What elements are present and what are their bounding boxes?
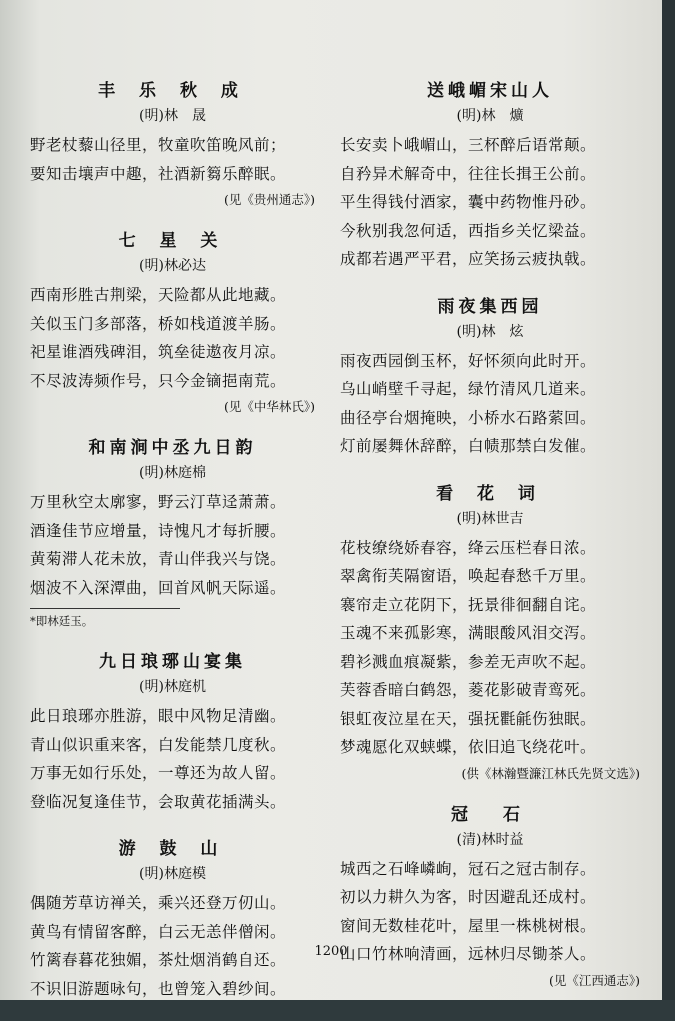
poem-line: 雨夜西园倒玉杯，好怀须向此时开。	[340, 351, 597, 370]
poem-line: 初以力耕久为客，时因避乱还成村。	[340, 888, 597, 906]
poem-line: 野老杖藜山径里，牧童吹笛晚风前；	[30, 136, 287, 154]
poem	[30, 76, 315, 208]
poem-line: 竹篱春暮花独媚，茶灶烟消鹤自还。	[30, 951, 287, 969]
poem-line: 今秋别我忽何适，西指乡关忆梁益。	[340, 221, 597, 240]
poem	[340, 292, 640, 461]
poem-line: 西南形胜古荆梁，天险都从此地藏。	[30, 286, 287, 304]
poem-line: 酒逢佳节应增量，诗愧凡才每折腰。	[30, 521, 287, 540]
poem-line: 褰帘走立花阴下，抚景徘徊翻自诧。	[340, 595, 597, 614]
poem-line: 碧衫溅血痕凝紫，参差无声吹不起。	[340, 652, 597, 671]
poem-line: 灯前屡舞休辞醉，白帻那禁白发催。	[340, 437, 597, 455]
poem-line: 烟波不入深潭曲，回首风帆天际遥。	[30, 578, 287, 597]
poem-author: (明)林庭棉	[139, 465, 206, 481]
poem-line: 万事无如行乐处，一尊还为故人留。	[30, 764, 287, 782]
poem-line: 芙蓉香暗白鹤怨，菱花影破青鸾死。	[340, 681, 597, 699]
poem-line: 成都若遇严平君，应笑扬云疲执戟。	[340, 250, 597, 268]
poem-author: (明)林世吉	[456, 510, 524, 527]
poem-title: 游 鼓 山	[118, 839, 227, 859]
poem-line: 不尽波涛频作号，只今金镝挹南荒。	[30, 371, 287, 390]
poem	[30, 226, 315, 415]
poem-author: (明)林 炫	[456, 323, 524, 340]
page-number: 1200	[314, 944, 348, 959]
poem-line: 曲径亭台烟掩映，小桥水石路萦回。	[340, 408, 597, 427]
poem-line: 平生得钱付酒家，囊中药物惟丹砂。	[340, 193, 597, 211]
poem-line: 万里秋空太廓寥，野云汀草迳萧萧。	[30, 493, 287, 511]
poem-line: 自矜异术解奇中，往往长揖王公前。	[340, 164, 597, 183]
poem-author: (明)林 爌	[456, 108, 524, 124]
poem-line: 乌山峭壁千寻起，绿竹清风几道来。	[340, 380, 597, 398]
poem-line: 翠禽衔芙隔窗语，唤起春愁千万里。	[340, 567, 597, 585]
book-edge	[662, 0, 675, 1000]
poem-line: 黄鸟有情留客醉，白云无恙伴僧闲。	[30, 922, 287, 941]
poem-line: 关似玉门多部落，桥如栈道渡羊肠。	[30, 314, 287, 333]
poem-source: (见《江西通志》)	[548, 972, 640, 988]
poem-author: (明)林必达	[139, 258, 206, 274]
poem-source: (供《林瀚暨濂江林氏先贤文选》)	[461, 765, 640, 781]
poem-line: 黄菊滞人花未放，青山伴我兴与饶。	[30, 550, 287, 568]
left-column	[30, 62, 315, 1021]
poem-author: (明)林 晟	[139, 108, 206, 124]
poem	[340, 800, 640, 989]
poem-title: 九日琅琊山宴集	[99, 652, 246, 672]
poem-author: (明)林庭机	[139, 679, 206, 695]
poem-line: 窗间无数桂花叶，屋里一株桃树根。	[340, 916, 597, 935]
poem-title: 看 花 词	[436, 483, 544, 504]
footnote: *即林廷玉。	[30, 608, 180, 629]
right-column	[340, 62, 640, 1007]
poem-line: 花枝缭绕娇春容，绛云压栏春日浓。	[340, 538, 597, 557]
poem-line: 青山似识重来客，白发能禁几度秋。	[30, 735, 287, 754]
poem	[30, 433, 315, 629]
poem-line: 山口竹林响清画，远林归尽锄茶人。	[340, 945, 597, 963]
poem-line: 长安卖卜峨嵋山，三杯醉后语常颠。	[340, 136, 597, 154]
poem-line: 城西之石峰嶙峋，冠石之冠古制存。	[340, 859, 597, 878]
poem-line: 登临况复逢佳节，会取黄花插满头。	[30, 792, 287, 811]
poem-line: 玉魂不来孤影寒，满眼酸风泪交泻。	[340, 624, 597, 642]
poem	[340, 76, 640, 274]
poem-title: 冠 石	[451, 804, 529, 825]
poem-line: 要知击壤声中趣，社酒新篘乐醉眠。	[30, 164, 287, 183]
poem	[340, 479, 640, 782]
poem-title: 七 星 关	[118, 231, 227, 251]
poem-title: 雨夜集西园	[437, 296, 543, 317]
poem	[30, 834, 315, 1003]
poem-title: 丰 乐 秋 成	[98, 81, 247, 101]
poem-line: 梦魂愿化双蛱蝶，依旧追飞绕花叶。	[340, 738, 597, 756]
poem-title: 送峨嵋宋山人	[427, 81, 553, 101]
poem-source: (见《中华林氏》)	[223, 399, 315, 414]
poem-source: (见《贵州通志》)	[223, 192, 315, 207]
poem-line: 此日琅琊亦胜游，眼中风物足清幽。	[30, 707, 287, 725]
poem-line: 偶随芳草访禅关，乘兴还登万仞山。	[30, 894, 287, 912]
poem-author: (明)林庭模	[139, 866, 206, 882]
poem-author: (清)林时益	[456, 831, 524, 848]
poem-title: 和南涧中丞九日韵	[88, 438, 257, 458]
poem-line: 祀星谁酒残碑泪，筑垒徒遨夜月凉。	[30, 343, 287, 361]
poem-line: 不识旧游题咏句，也曾笼入碧纱间。	[30, 979, 287, 998]
poem-line: 银虹夜泣星在天，强抚氍毹伤独眠。	[340, 709, 597, 728]
poem	[30, 647, 315, 816]
